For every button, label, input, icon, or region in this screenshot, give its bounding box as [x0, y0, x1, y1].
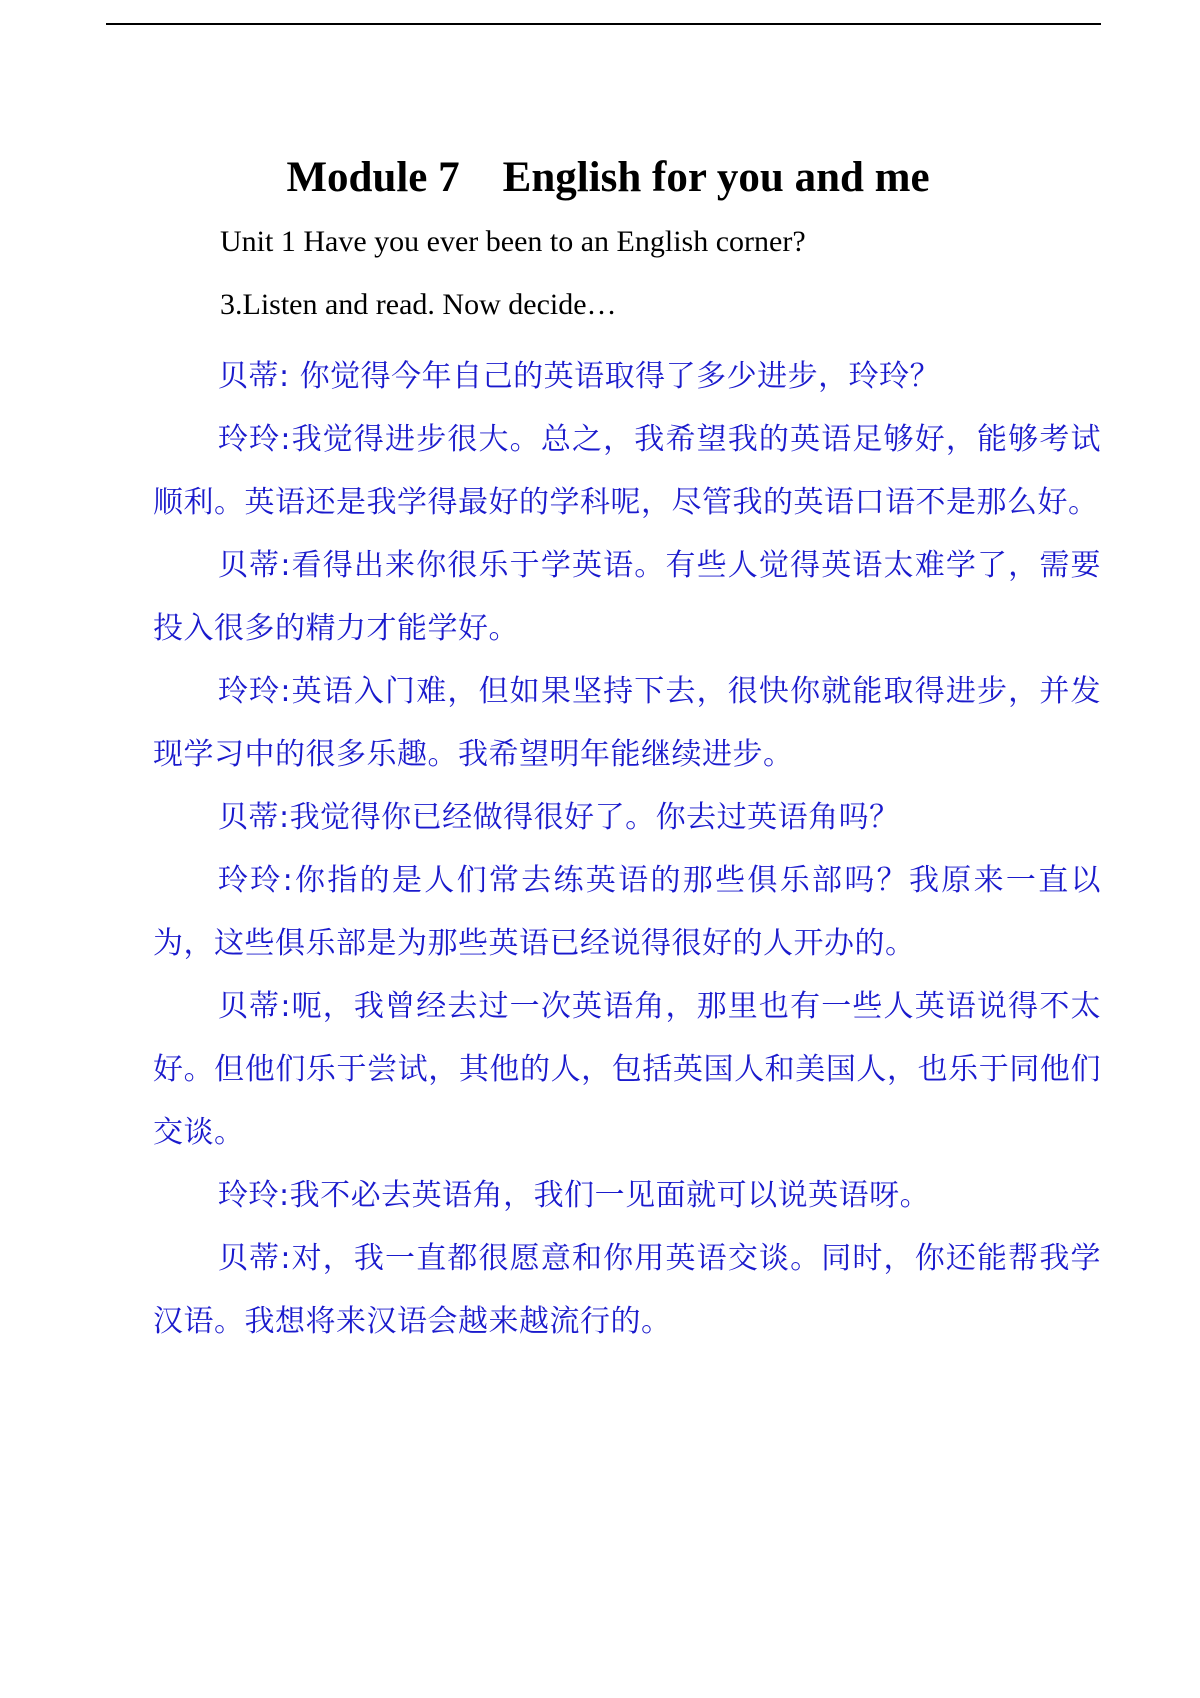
utterance-text: 你觉得今年自己的英语取得了多少进步，玲玲？	[289, 359, 941, 394]
utterance-text: 我不必去英语角，我们一见面就可以说英语呀。	[289, 1178, 931, 1213]
speaker-name: 玲玲:	[218, 1178, 290, 1213]
speaker-name: 玲玲:	[218, 863, 294, 898]
speaker-name: 贝蒂:	[218, 989, 291, 1024]
dialogue-line	[153, 849, 1101, 975]
speaker-name: 贝蒂:	[218, 548, 291, 583]
header-rule	[106, 23, 1101, 25]
dialogue-line	[153, 786, 1101, 849]
exercise-instruction: 3.Listen and read. Now decide…	[220, 288, 617, 321]
speaker-name: 贝蒂:	[218, 359, 290, 394]
dialogue-line	[153, 975, 1101, 1164]
speaker-name: 玲玲:	[218, 422, 291, 457]
utterance-text: 看得出来你很乐于学英语。有些人觉得英语太难学了，需要投入很多的精力才能学好。	[153, 548, 1101, 646]
dialogue-line	[153, 534, 1101, 660]
dialogue-line	[153, 660, 1101, 786]
utterance-text: 英语入门难，但如果坚持下去，很快你就能取得进步，并发现学习中的很多乐趣。我希望明年能继续进步。	[153, 674, 1101, 772]
speaker-name: 贝蒂:	[218, 1241, 291, 1276]
dialogue-line	[153, 408, 1101, 534]
dialogue-line	[153, 1164, 1101, 1227]
dialogue-line	[153, 1227, 1101, 1353]
module-title: Module 7 English for you and me	[286, 154, 930, 201]
dialogue-translation	[153, 345, 1101, 1353]
utterance-text: 我觉得进步很大。总之，我希望我的英语足够好，能够考试顺利。英语还是我学得最好的学科呢，尽管我的英语口语不是那么好。	[153, 422, 1101, 520]
speaker-name: 贝蒂:	[218, 800, 290, 835]
unit-heading: Unit 1 Have you ever been to an English corner?	[220, 225, 806, 258]
utterance-text: 我觉得你已经做得很好了。你去过英语角吗？	[289, 800, 900, 835]
speaker-name: 玲玲:	[218, 674, 291, 709]
dialogue-line	[153, 345, 1101, 408]
utterance-text: 你指的是人们常去练英语的那些俱乐部吗？我原来一直以为，这些俱乐部是为那些英语已经说得很好的人开办的。	[153, 863, 1102, 961]
utterance-text: 呃，我曾经去过一次英语角，那里也有一些人英语说得不太好。但他们乐于尝试，其他的人，包括英国人和美国人，也乐于同他们交谈。	[153, 989, 1101, 1150]
utterance-text: 对，我一直都很愿意和你用英语交谈。同时，你还能帮我学汉语。我想将来汉语会越来越流行的。	[153, 1241, 1101, 1339]
